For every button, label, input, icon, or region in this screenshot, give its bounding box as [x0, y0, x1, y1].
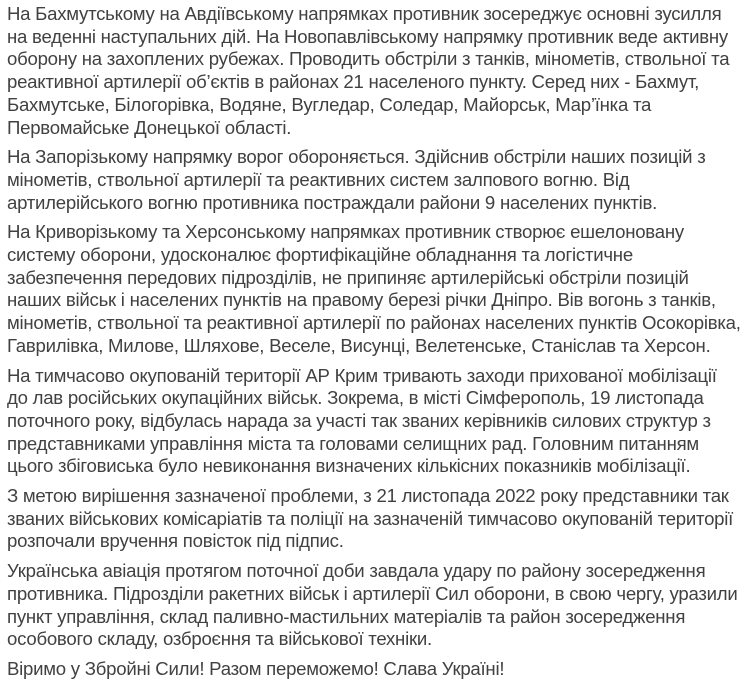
report-paragraph-crimea-mobilization: На тимчасово окупованій території АР Крим тривають заходи прихованої мобілізації до лав російських окупаційних військ. Зокрема, в місті Сімферополь, 19 листопада поточного року, відбулась нарада за участі так званих керівників силових структур з представниками управління міста та головами селищних рад. Головним питанням цього збіговиська було невиконання визначених кількісних показників мобілізації.	[7, 364, 717, 477]
report-paragraph-slogan: Віримо у Збройні Сили! Разом переможемо! Слава Україні!	[7, 657, 505, 679]
report-paragraph-zaporizhzhia: На Запорізькому напрямку ворог обороняється. Здійснив обстріли наших позицій з мінометів, ствольної артилерії та реактивних систем залпового вогню. Від артилерійського вогню противника постраждали райони 9 населених пунктів.	[7, 146, 706, 213]
report-paragraph-kryvyi-rih-kherson: На Криворізькому та Херсонському напрямках противник створює ешелоновану систему оборони, удосконалює фортифікаційне обладнання та логістичне забезпечення передових підрозділів, не припиняє артилерійські обстріли позицій наших військ і населених пунктів на правому березі річки Дніпро. Вів вогонь з танків, мінометів, ствольної та реактивної артилерії по районах населених пунктів Осокорівка, Гаврилівка, Милове, Шляхове, Веселе, Висунці, Велетенське, Станіслав та Херсон.	[7, 221, 741, 356]
report-paragraph-draft-notices: З метою вирішення зазначеної проблеми, з 21 листопада 2022 року представники так званих військових комісаріатів та поліції на зазначеній тимчасово окупованій території розпочали вручення повісток під підпис.	[7, 485, 734, 552]
report-paragraph-ukrainian-aviation: Українська авіація протягом поточної доби завдала удару по району зосередження противника. Підрозділи ракетних військ і артилерії Сил оборони, в свою чергу, уразили пункт управління, склад паливно-мастильних матеріалів та район зосередження особового складу, озброєння та військової техніки.	[7, 560, 738, 650]
report-paragraph-bakhmut-avdiivka: На Бахмутському на Авдіївському напрямках противник зосереджує основні зусилля на веденні наступальних дій. На Новопавлівському напрямку противник веде активну оборону на захоплених рубежах. Проводить обстріли з танків, мінометів, ствольної та реактивної артилерії об’єктів в районах 21 населеного пункту. Серед них - Бахмут, Бахмутське, Білогорівка, Водяне, Вугледар, Соледар, Майорськ, Мар’їнка та Первомайське Донецької області.	[7, 3, 730, 138]
